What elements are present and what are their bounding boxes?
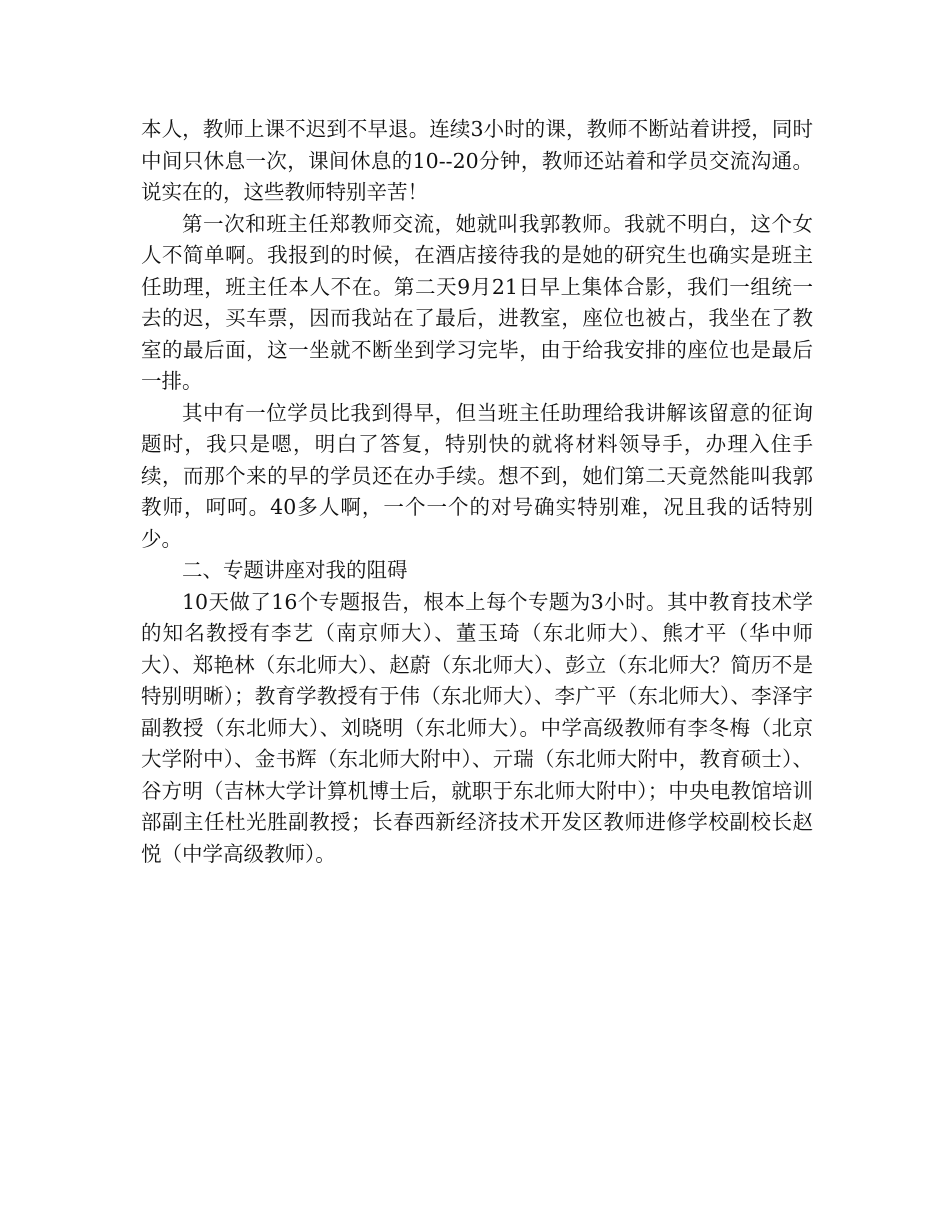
paragraph-2: 第一次和班主任郑教师交流，她就叫我郭教师。我就不明白，这个女人不简单啊。我报到的时候，在酒店接待我的是她的研究生也确实是班主任助理，班主任本人不在。第二天9月21日早上集体合影，我们一组统一去的迟，买车票，因而我站在了最后，进教室，座位也被占，我坐在了教室的最后面，这一坐就不断坐到学习完毕，由于给我安排的座位也是最后一排。 [141,211,813,393]
paragraph-1: 本人，教师上课不迟到不早退。连续3小时的课，教师不断站着讲授，同时中间只休息一次，课间休息的10--20分钟，教师还站着和学员交流沟通。说实在的，这些教师特别辛苦！ [141,117,813,204]
document-body [141,114,813,870]
paragraph-5: 10天做了16个专题报告，根本上每个专题为3小时。其中教育技术学的知名教授有李艺（南京师大）、董玉琦（东北师大）、熊才平（华中师大）、郑艳林（东北师大）、赵蔚（东北师大）、彭立（东北师大？简历不是特别明晰）；教育学教授有于伟（东北师大）、李广平（东北师大）、李泽宇副教授（东北师大）、刘晓明（东北师大）。中学高级教师有李冬梅（北京大学附中）、金书辉（东北师大附中）、亓瑞（东北师大附中，教育硕士）、谷方明（吉林大学计算机博士后，就职于东北师大附中）；中央电教馆培训部副主任杜光胜副教授；长春西新经济技术开发区教师进修学校副校长赵悦（中学高级教师）。 [141,589,813,866]
section-heading: 二、专题讲座对我的阻碍 [182,558,408,582]
paragraph-3: 其中有一位学员比我到得早，但当班主任助理给我讲解该留意的征询题时，我只是嗯，明白了答复，特别快的就将材料领导手，办理入住手续，而那个来的早的学员还在办手续。想不到，她们第二天竟然能叫我郭教师，呵呵。40多人啊，一个一个的对号确实特别难，况且我的话特别少。 [141,400,813,551]
